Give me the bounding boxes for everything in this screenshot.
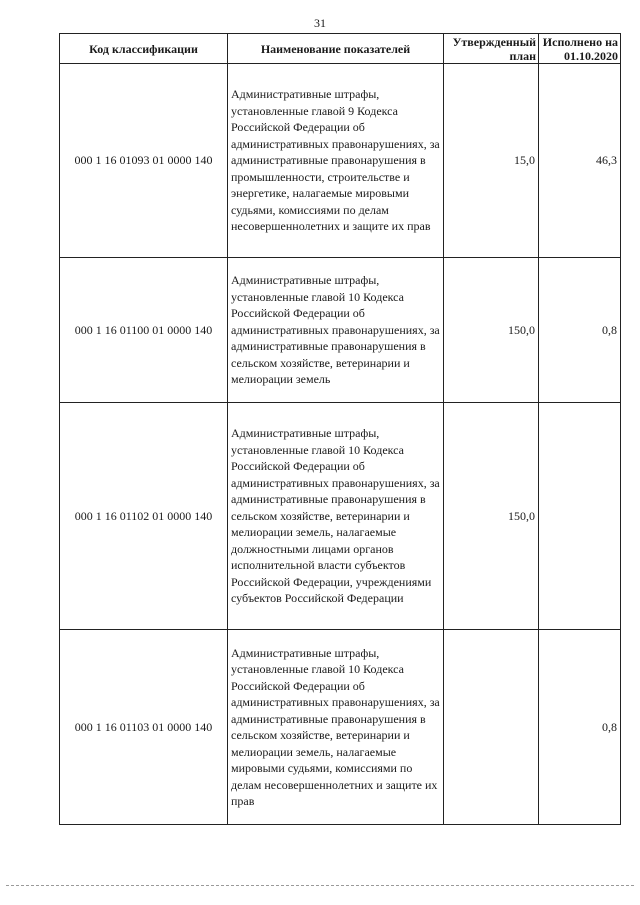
indicator-name: Административные штрафы, установленные главой 9 Кодекса Российской Федерации об административных правонарушениях, за административные правонарушения в промышленности, строительстве и энергетике, налагаемые мировыми судьями, комиссиями по делам несовершеннолетних и защите их прав (228, 64, 444, 258)
header-code: Код классификации (60, 34, 228, 64)
approved-plan (444, 630, 539, 825)
approved-plan: 150,0 (444, 258, 539, 403)
executed-amount: 46,3 (539, 64, 621, 258)
header-plan: Утвержденный план (444, 34, 539, 64)
table-row (60, 258, 621, 403)
classification-code: 000 1 16 01100 01 0000 140 (60, 258, 228, 403)
indicator-name: Административные штрафы, установленные главой 10 Кодекса Российской Федерации об административных правонарушениях, за административные правонарушения в сельском хозяйстве, ветеринарии и мелиорации земель, налагаемые должностными лицами органов исполнительной власти субъектов Российской Федерации, учреждениями субъектов Российской Федерации (228, 403, 444, 630)
approved-plan: 15,0 (444, 64, 539, 258)
page-number: 31 (314, 16, 326, 30)
footer-divider (6, 885, 634, 887)
budget-table (59, 33, 621, 825)
classification-code: 000 1 16 01103 01 0000 140 (60, 630, 228, 825)
table-row (60, 630, 621, 825)
indicator-name: Административные штрафы, установленные главой 10 Кодекса Российской Федерации об административных правонарушениях, за административные правонарушения в сельском хозяйстве, ветеринарии и мелиорации земель (228, 258, 444, 403)
executed-amount: 0,8 (539, 630, 621, 825)
executed-amount (539, 403, 621, 630)
table-row (60, 64, 621, 258)
table-row (60, 403, 621, 630)
header-name: Наименование показателей (228, 34, 444, 64)
classification-code: 000 1 16 01102 01 0000 140 (60, 403, 228, 630)
classification-code: 000 1 16 01093 01 0000 140 (60, 64, 228, 258)
approved-plan: 150,0 (444, 403, 539, 630)
header-executed: Исполнено на 01.10.2020 (539, 34, 621, 64)
indicator-name: Административные штрафы, установленные главой 10 Кодекса Российской Федерации об административных правонарушениях, за административные правонарушения в сельском хозяйстве, ветеринарии и мелиорации земель, налагаемые мировыми судьями, комиссиями по делам несовершеннолетних и защите их прав (228, 630, 444, 825)
executed-amount: 0,8 (539, 258, 621, 403)
table-header-row (60, 34, 621, 64)
